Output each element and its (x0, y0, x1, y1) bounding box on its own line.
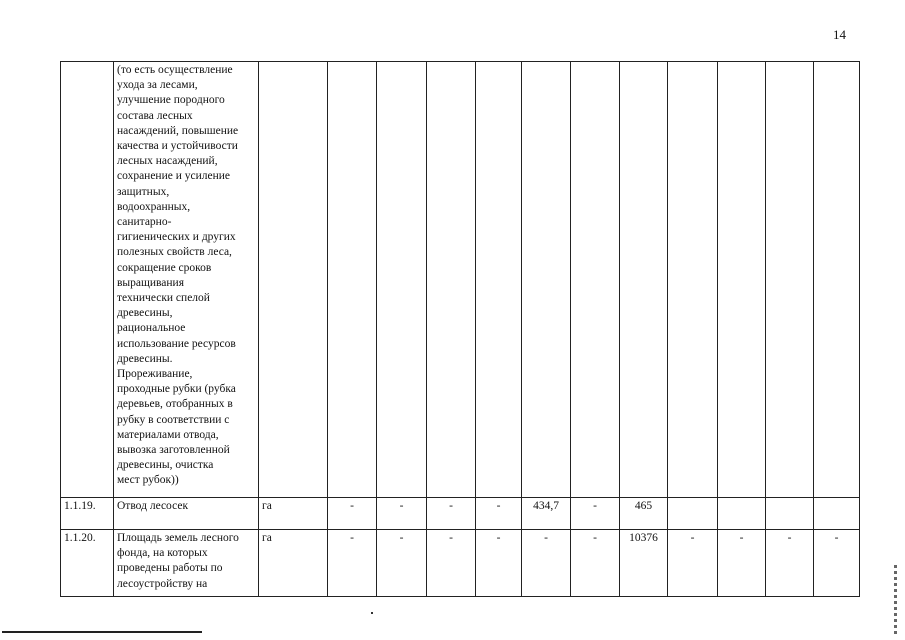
value-cell (814, 498, 860, 530)
description-line: проходные рубки (рубка (117, 383, 236, 396)
value-cell: - (377, 498, 427, 530)
table-row-1-1-20 (61, 530, 860, 597)
description-line: ухода за лесами, (117, 79, 198, 92)
description-line: качества и устойчивости (117, 140, 238, 153)
description-line: водоохранных, (117, 200, 191, 213)
page-number: 14 (833, 27, 846, 42)
value-cell (377, 62, 427, 498)
value-cell (814, 62, 860, 498)
description-line: сохранение и усиление (117, 170, 231, 183)
description-line: мест рубок)) (117, 474, 179, 487)
page-bottom-rule (2, 631, 202, 633)
description-line: технически спелой (117, 292, 210, 305)
value-cell (522, 62, 571, 498)
description-line: (то есть осуществление (117, 64, 233, 76)
unit-cell (259, 62, 328, 498)
table-row-continuation (61, 62, 860, 498)
description-line: насаждений, повышение (117, 124, 239, 137)
value-cell (766, 62, 814, 498)
description-line: Прореживание, (117, 368, 193, 381)
description-line: древесины, (117, 307, 173, 320)
row-number-cell (61, 62, 114, 498)
description-line: сокращение сроков (117, 261, 212, 274)
description-cell (114, 498, 259, 530)
value-cell: - (377, 530, 427, 597)
table-row-1-1-19 (61, 498, 860, 530)
unit-cell: га (259, 498, 328, 530)
value-cell: - (571, 498, 620, 530)
description-line: проведены работы по (117, 562, 223, 575)
description-line: защитных, (117, 185, 170, 198)
value-cell: - (718, 530, 766, 597)
value-cell (668, 62, 718, 498)
value-cell (328, 62, 377, 498)
row-number-cell: 1.1.19. (61, 498, 114, 530)
description-line: вывозка заготовленной (117, 444, 230, 457)
value-cell (718, 498, 766, 530)
description-line: улучшение породного (117, 94, 225, 107)
description-line: фонда, на которых (117, 547, 208, 560)
value-cell (718, 62, 766, 498)
scan-artifact-dot (371, 612, 373, 614)
description-line: состава лесных (117, 109, 193, 122)
value-cell: - (427, 498, 476, 530)
description-cell (114, 62, 259, 498)
value-cell (620, 62, 668, 498)
description-line: гигиенических и других (117, 231, 236, 244)
unit-cell: га (259, 530, 328, 597)
description-line: материалами отвода, (117, 428, 219, 441)
value-cell: - (328, 498, 377, 530)
value-cell: 10376 (620, 530, 668, 597)
description-line: лесоустройству на (117, 577, 208, 590)
row-number-cell: 1.1.20. (61, 530, 114, 597)
value-cell (766, 498, 814, 530)
value-cell: - (522, 530, 571, 597)
value-cell (427, 62, 476, 498)
value-cell: 465 (620, 498, 668, 530)
value-cell: - (476, 530, 522, 597)
value-cell: - (427, 530, 476, 597)
description-line: деревьев, отобранных в (117, 398, 233, 411)
description-line: полезных свойств леса, (117, 246, 232, 259)
description-cell (114, 530, 259, 597)
value-cell: - (814, 530, 860, 597)
value-cell: - (766, 530, 814, 597)
description-line: санитарно- (117, 216, 172, 229)
value-cell: - (571, 530, 620, 597)
description-line: древесины, очистка (117, 459, 214, 472)
description-line: Площадь земель лесного (117, 532, 239, 544)
value-cell (476, 62, 522, 498)
value-cell: - (476, 498, 522, 530)
value-cell: 434,7 (522, 498, 571, 530)
description-line: лесных насаждений, (117, 155, 218, 168)
description-line: рациональное (117, 322, 186, 335)
value-cell (668, 498, 718, 530)
value-cell: - (328, 530, 377, 597)
description-line: древесины. (117, 352, 173, 365)
description-line: использование ресурсов (117, 337, 236, 350)
description-line: Отвод лесосек (117, 500, 189, 512)
value-cell: - (668, 530, 718, 597)
description-line: рубку в соответствии с (117, 413, 230, 426)
scan-edge-marks (894, 565, 897, 635)
table-body (61, 62, 860, 597)
description-line: выращивания (117, 276, 185, 289)
forestry-measures-table (60, 61, 860, 597)
value-cell (571, 62, 620, 498)
